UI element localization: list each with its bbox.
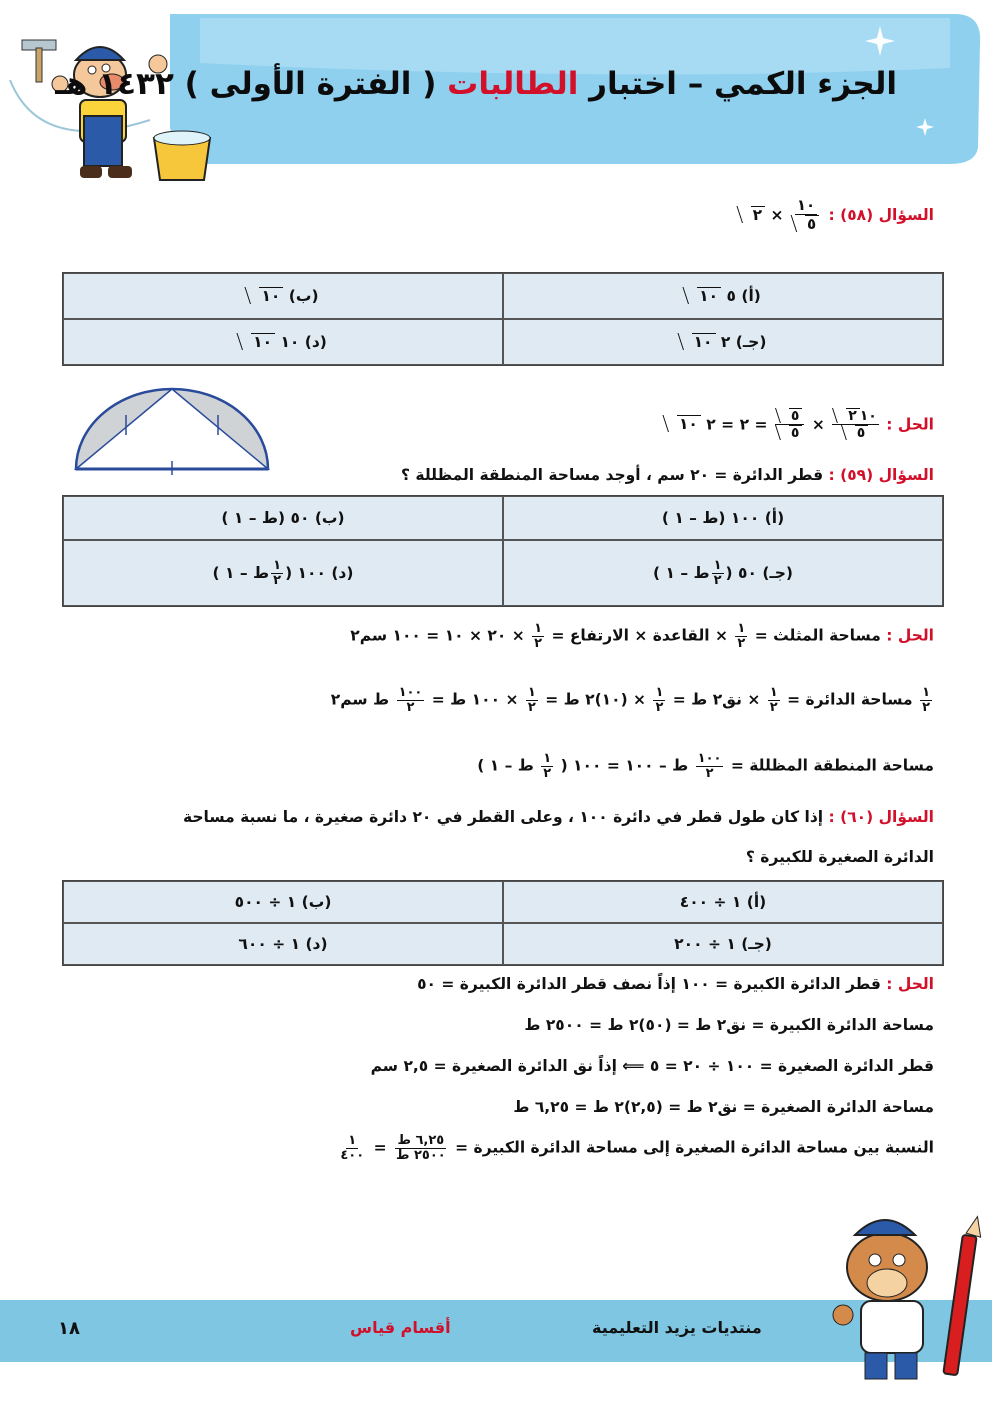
q60-solution-label: الحل : (886, 975, 934, 993)
semicircle-figure (70, 385, 275, 475)
footer-forum: منتديات يزيد التعليمية (592, 1318, 762, 1337)
q58-fraction-num: ١٠ (796, 196, 816, 214)
q59-option-d[interactable]: (د) ١٠٠ ( $\frac{١}{٢}$ ط – ١ ) (63, 540, 503, 606)
page-number: ١٨ (58, 1318, 80, 1339)
cleaner-mascot-illustration (0, 20, 220, 190)
q60-statement-line1 (183, 808, 934, 826)
q60-solution-line4: مساحة الدائرة الصغيرة = نق٢ ط = (٢,٥)٢ ط = ٦,٢٥ ط (513, 1098, 934, 1116)
q58-radical: ٢ (751, 206, 765, 224)
q58-times: × (770, 205, 784, 224)
q60-solution-line2: مساحة الدائرة الكبيرة = نق٢ ط = (٥٠)٢ ط = ٢٥٠٠ ط (524, 1016, 934, 1034)
q60-option-c[interactable]: (جـ) ١ ÷ ٢٠٠ (503, 923, 943, 965)
q58-statement (739, 198, 934, 233)
q58-sol-frac-b: $\frac{٥}{٥}$ (775, 408, 805, 442)
q59-option-a[interactable]: (أ) ١٠٠ (ط – ١ ) (503, 496, 943, 540)
q60-options-table (62, 880, 944, 966)
q59-options-table (62, 495, 944, 607)
q60-text-line1: إذا كان طول قطر في دائرة ١٠٠ ، وعلى القطر في ٢٠ دائرة صغيرة ، ما نسبة مساحة (182, 808, 824, 826)
page-title (55, 66, 897, 102)
footer-section: أقسام قياس (350, 1318, 451, 1337)
q58-option-a[interactable]: (أ) ٥ ١٠ (503, 273, 943, 319)
q59-solution-label: الحل : (886, 626, 934, 645)
q58-solution-label: الحل : (886, 415, 934, 434)
q58-solution: الحل : $\frac{١٠٢}{٥}$ × $\frac{٥}{٥}$ = ٢ = ٢ ١٠ (678, 408, 934, 442)
q60-label: السؤال (٦٠) : (828, 808, 934, 826)
q59-solution-line1: الحل : مساحة المثلث = $\frac{١}{٢}$ × القاعدة × الارتفاع = $\frac{١}{٢}$ × ٢٠ × ١٠ = ١٠٠ سم٢ (350, 621, 934, 651)
q59-statement (401, 466, 934, 484)
q58-label: السؤال (٥٨) : (828, 205, 934, 224)
title-part1: الجزء الكمي – اختبار (578, 66, 897, 102)
q58-fraction (791, 198, 821, 233)
q58-sol-frac-a: $\frac{١٠٢}{٥}$ (832, 408, 879, 442)
q60-option-b[interactable]: (ب) ١ ÷ ٥٠٠ (63, 881, 503, 923)
q60-solution-line3: قطر الدائرة الصغيرة = ١٠٠ ÷ ٢٠ = ٥ ⟸ إذاً نق الدائرة الصغيرة = ٢,٥ سم (370, 1057, 934, 1075)
q58-option-c[interactable]: (جـ) ٢ ١٠ (503, 319, 943, 365)
q60-statement-line2 (746, 848, 934, 866)
q60-text-line2: الدائرة الصغيرة للكبيرة ؟ (745, 848, 934, 866)
q59-solution-line2: $\frac{١}{٢}$ مساحة الدائرة = $\frac{١}{٢}$ × نق٢ ط = $\frac{١}{٢}$ × (١٠)٢ ط = $\frac{١}{٢}$ × ١٠٠ ط = $\frac{١٠٠}{٢}$ ط سم٢ (330, 685, 930, 715)
title-accent: الطالبات (447, 66, 579, 102)
q59-option-b[interactable]: (ب) ٥٠ (ط – ١ ) (63, 496, 503, 540)
q58-option-b[interactable]: (ب) ١٠ (63, 273, 503, 319)
q58-options-table (62, 272, 944, 366)
q58-option-d[interactable]: (د) ١٠ ١٠ (63, 319, 503, 365)
bear-mascot-illustration (815, 1205, 985, 1385)
q60-solution-line5: النسبة بين مساحة الدائرة الصغيرة إلى مساحة الدائرة الكبيرة = $\frac{\text{٦,٢٥ ط}}{\text{٢٥٠٠ ط}}$ = $\frac{١}{٤٠٠}$ (340, 1133, 934, 1163)
title-part2: ( الفترة الأولى ) ١٤٣٢ هـ (55, 66, 448, 102)
q59-solution-line3: مساحة المنطقة المظللة = $\frac{١٠٠}{٢}$ ط – ١٠٠ = ١٠٠ ( $\frac{١}{٢}$ ط – ١ ) (477, 751, 934, 781)
q59-label: السؤال (٥٩) : (828, 466, 934, 484)
q60-option-d[interactable]: (د) ١ ÷ ٦٠٠ (63, 923, 503, 965)
q59-text: قطر الدائرة = ٢٠ سم ، أوجد مساحة المنطقة المظللة ؟ (401, 466, 824, 484)
q60-solution-line1: الحل : قطر الدائرة الكبيرة = ١٠٠ إذاً نصف قطر الدائرة الكبيرة = ٥٠ (417, 975, 934, 993)
q59-option-c[interactable]: (جـ) ٥٠ ( $\frac{١}{٢}$ ط – ١ ) (503, 540, 943, 606)
q58-fraction-den: ٥ (805, 215, 819, 233)
q60-option-a[interactable]: (أ) ١ ÷ ٤٠٠ (503, 881, 943, 923)
